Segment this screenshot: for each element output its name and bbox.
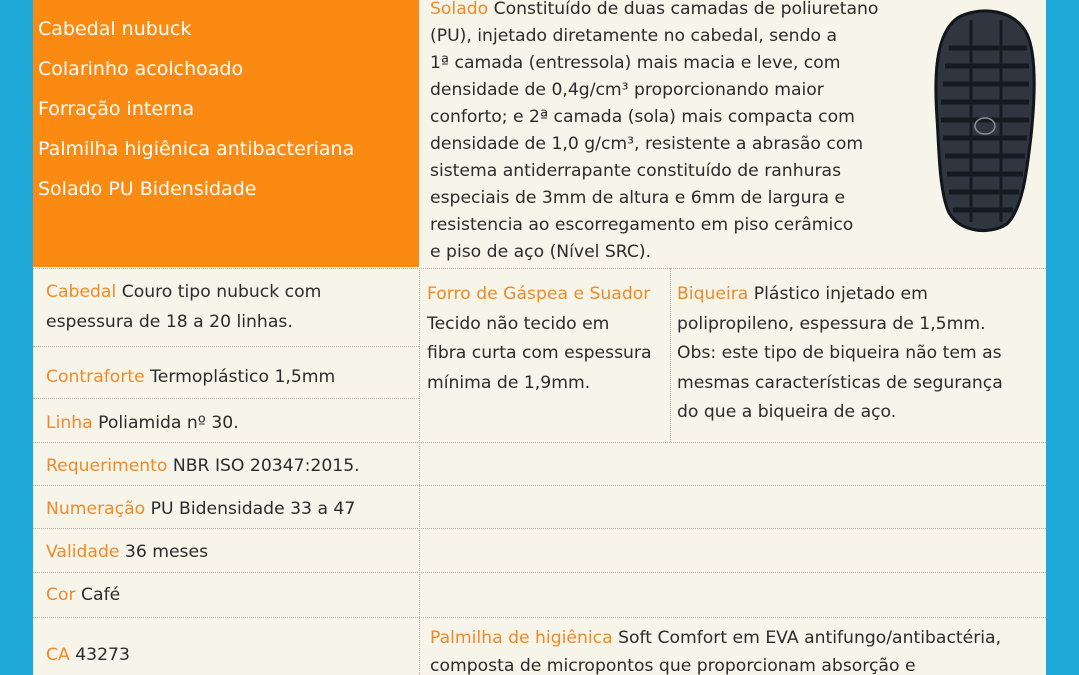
forro-value: Tecido não tecido em xyxy=(427,313,610,334)
palmilha-cell xyxy=(430,624,1042,675)
cabedal-value: Couro tipo nubuck com xyxy=(116,282,322,302)
features-panel xyxy=(33,0,419,267)
contraforte-value: Termoplástico 1,5mm xyxy=(144,367,336,387)
divider xyxy=(33,485,1046,486)
solado-label: Solado xyxy=(430,0,489,19)
linha-value: Poliamida nº 30. xyxy=(92,413,239,433)
solado-text: e piso de aço (Nível SRC). xyxy=(430,242,652,262)
divider xyxy=(33,346,419,347)
forro-value: mínima de 1,9mm. xyxy=(427,372,591,393)
biqueira-value: do que a biqueira de aço. xyxy=(677,402,897,422)
cor-row xyxy=(46,584,120,606)
cor-label: Cor xyxy=(46,585,76,605)
feature-item: Palmilha higiênica antibacteriana xyxy=(38,138,355,160)
contraforte-row xyxy=(46,366,335,388)
divider xyxy=(33,268,1046,269)
solado-text: (PU), injetado diretamente no cabedal, sendo a xyxy=(430,26,837,46)
biqueira-value: polipropileno, espessura de 1,5mm. xyxy=(677,313,986,334)
numeracao-value: PU Bidensidade 33 a 47 xyxy=(145,499,356,519)
cabedal-label: Cabedal xyxy=(46,282,117,302)
requerimento-row xyxy=(46,455,360,477)
cabedal-cell xyxy=(46,278,416,337)
divider xyxy=(33,617,1046,618)
forro-value: fibra curta com espessura xyxy=(427,343,652,363)
palmilha-label: Palmilha de higiênica xyxy=(430,628,613,648)
divider xyxy=(419,268,420,675)
numeracao-row xyxy=(46,498,355,520)
solado-text: densidade de 0,4g/cm³ proporcionando maior xyxy=(430,80,824,100)
ca-row xyxy=(46,644,130,666)
divider xyxy=(670,268,671,442)
biqueira-value: Obs: este tipo de biqueira não tem as xyxy=(677,343,1002,363)
cabedal-value: espessura de 18 a 20 linhas. xyxy=(46,311,293,332)
divider xyxy=(33,398,419,399)
solado-text: densidade de 1,0 g/cm³, resistente a abrasão com xyxy=(430,134,864,154)
requerimento-label: Requerimento xyxy=(46,456,168,476)
spec-sheet xyxy=(33,0,1046,675)
validade-row xyxy=(46,541,208,563)
ca-label: CA xyxy=(46,645,70,665)
linha-row xyxy=(46,412,239,434)
feature-item: Cabedal nubuck xyxy=(38,18,192,40)
forro-cell xyxy=(427,280,667,398)
palmilha-value: composta de micropontos que proporcionam absorção e xyxy=(430,656,916,675)
validade-label: Validade xyxy=(46,542,120,562)
requerimento-value: NBR ISO 20347:2015. xyxy=(167,456,360,476)
solado-text: conforto; e 2ª camada (sola) mais compacta com xyxy=(430,107,855,127)
solado-text: especiais de 3mm de altura e 6mm de largura e xyxy=(430,188,846,208)
biqueira-label: Biqueira xyxy=(677,284,749,304)
biqueira-value: mesmas características de segurança xyxy=(677,372,1003,393)
divider xyxy=(33,528,1046,529)
forro-label: Forro de Gáspea e Suador xyxy=(427,284,651,304)
contraforte-label: Contraforte xyxy=(46,367,145,387)
biqueira-cell xyxy=(677,280,1042,428)
biqueira-value: Plástico injetado em xyxy=(748,284,928,304)
numeracao-label: Numeração xyxy=(46,499,146,519)
solado-text: sistema antiderrapante constituído de ranhuras xyxy=(430,161,842,181)
solado-text: Constituído de duas camadas de poliuretano xyxy=(488,0,879,19)
solado-description xyxy=(430,0,930,266)
feature-item: Colarinho acolchoado xyxy=(38,58,244,80)
boot-sole-image xyxy=(931,8,1041,233)
palmilha-value: Soft Comfort em EVA antifungo/antibactéria, xyxy=(612,628,1002,648)
validade-value: 36 meses xyxy=(119,542,209,562)
cor-value: Café xyxy=(75,585,121,605)
linha-label: Linha xyxy=(46,413,93,433)
divider xyxy=(33,572,1046,573)
ca-value: 43273 xyxy=(69,645,130,665)
feature-item: Forração interna xyxy=(38,98,195,120)
solado-text: 1ª camada (entressola) mais macia e leve, com xyxy=(430,53,841,73)
feature-item: Solado PU Bidensidade xyxy=(38,178,257,200)
divider xyxy=(33,442,1046,443)
solado-text: resistencia ao escorregamento em piso cerâmico xyxy=(430,215,854,235)
